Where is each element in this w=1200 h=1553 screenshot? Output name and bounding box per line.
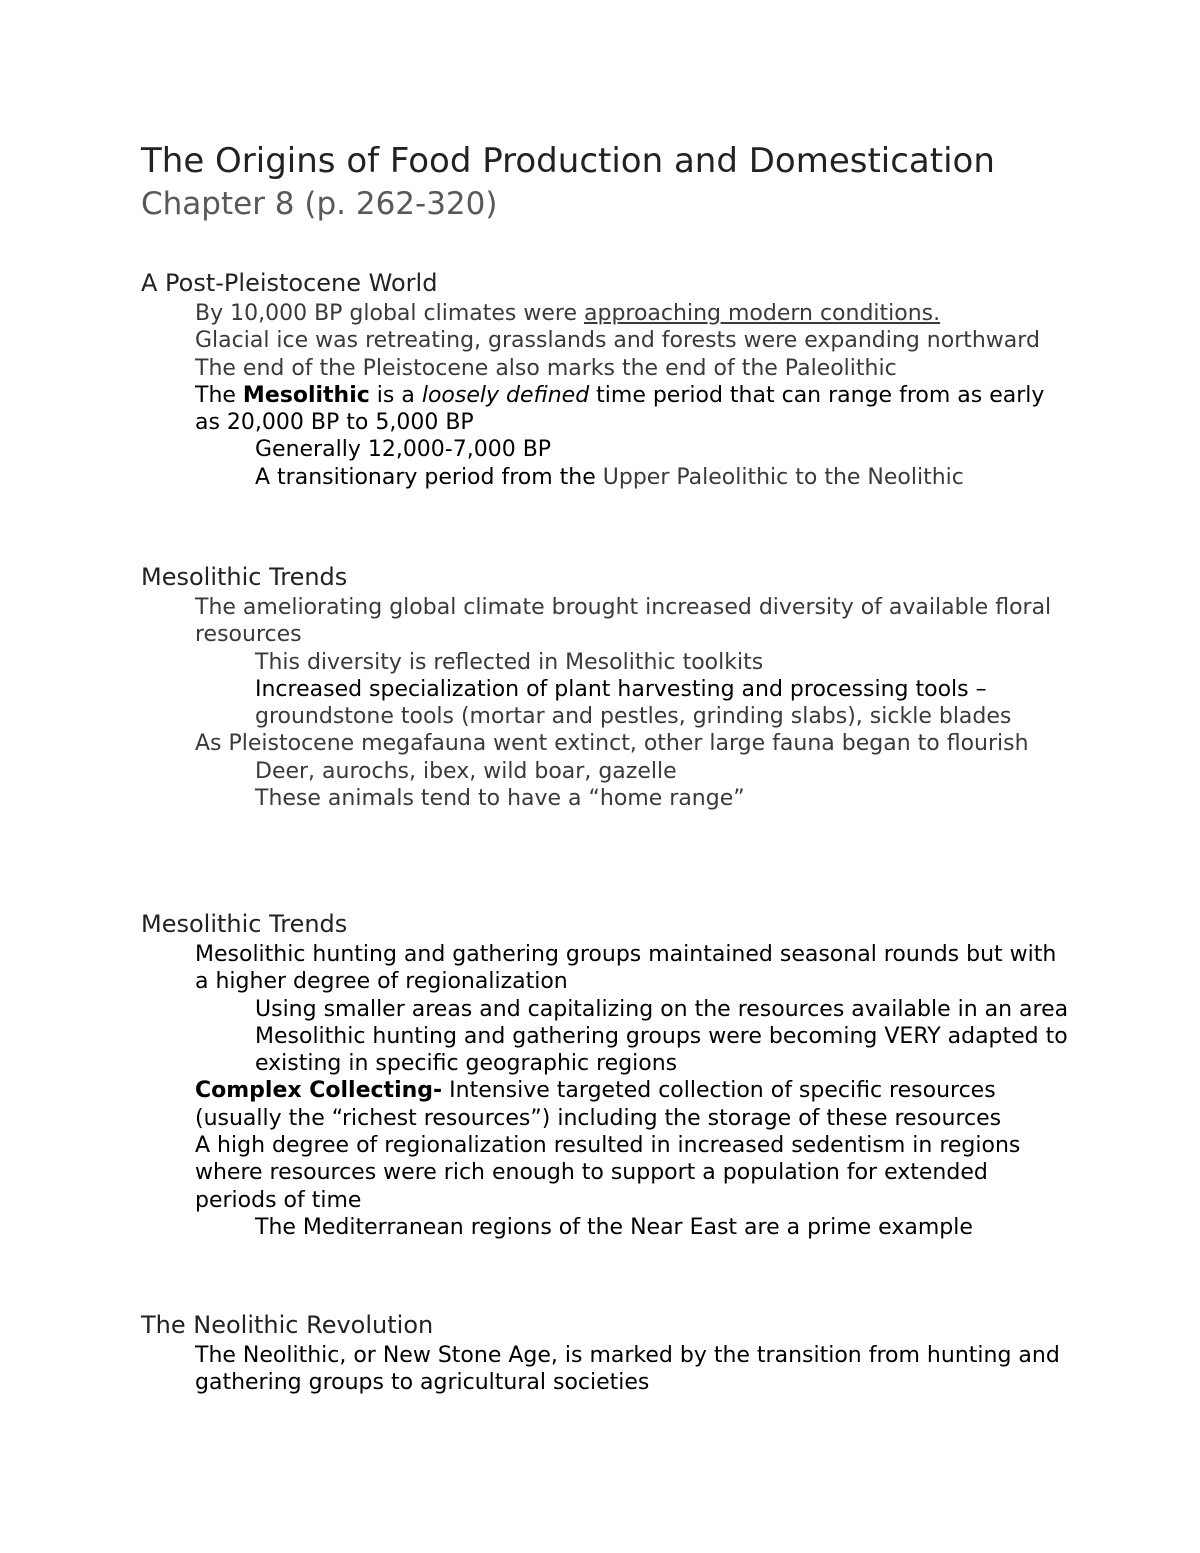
list-item-text: A high degree of regionalization resulted in increased sedentism in regions where resources were rich enough to support a population for extended periods of time <box>195 1133 1021 1213</box>
list-item <box>141 1214 1076 1241</box>
list-item <box>141 464 1076 491</box>
list-item-text: Generally 12,000-7,000 BP <box>255 437 552 463</box>
italic-text: loosely defined <box>421 382 590 408</box>
section-heading: The Neolithic Revolution <box>141 1311 434 1339</box>
bullet-list <box>141 300 1076 491</box>
list-item <box>141 382 1076 437</box>
list-item-text: The <box>195 382 243 408</box>
list-item-text: Deer, aurochs, ibex, wild boar, gazelle <box>255 758 677 784</box>
list-item-text: The Mediterranean regions of the Near East are a prime example <box>255 1214 973 1240</box>
list-item-text: As Pleistocene megafauna went extinct, other large fauna began to flourish <box>195 731 1029 757</box>
list-item <box>141 941 1076 996</box>
list-item <box>141 730 1076 757</box>
list-item <box>141 758 1076 785</box>
list-item <box>141 649 1076 676</box>
list-item-text: This diversity is reflected in Mesolithic toolkits <box>255 649 764 675</box>
list-item <box>141 436 1076 463</box>
bullet-list <box>141 941 1076 1241</box>
list-item-text: Upper Paleolithic to the Neolithic <box>602 464 964 490</box>
list-item <box>141 1023 1076 1078</box>
list-item-text: Increased specialization of plant harvesting and processing tools – <box>255 676 987 702</box>
document-title: The Origins of Food Production and Domestication <box>141 141 995 181</box>
list-item-text: Mesolithic hunting and gathering groups were becoming VERY adapted to existing in specific geographic regions <box>255 1023 1068 1077</box>
list-item-text: The Neolithic, or New Stone Age, is marked by the transition from hunting and gathering groups to agricultural societies <box>195 1343 1060 1396</box>
list-item-text: is a <box>369 382 422 408</box>
bullet-list <box>141 1342 1076 1397</box>
section-mesolithic-trends-2 <box>141 909 1076 1241</box>
bullet-list <box>141 594 1076 812</box>
term-complex-collecting: Complex Collecting- <box>195 1078 443 1104</box>
document-subtitle: Chapter 8 (p. 262-320) <box>141 186 498 222</box>
section-neolithic-revolution <box>141 1310 1076 1397</box>
list-item-text: The ameliorating global climate brought increased diversity of available floral resources <box>195 595 1052 648</box>
section-heading: Mesolithic Trends <box>141 910 348 938</box>
list-item <box>141 327 1076 354</box>
list-item-text: These animals tend to have a “home range” <box>255 786 745 812</box>
list-item-text: Mesolithic hunting and gathering groups maintained seasonal rounds but with a higher degree of regionalization <box>195 942 1057 995</box>
list-item <box>141 1077 1076 1132</box>
list-item <box>141 676 1076 731</box>
list-item-text: groundstone tools (mortar and pestles, grinding slabs), sickle blades <box>255 704 1012 730</box>
section-heading: Mesolithic Trends <box>141 563 348 591</box>
term-mesolithic: Mesolithic <box>242 382 370 408</box>
list-item <box>141 300 1076 327</box>
list-item <box>141 355 1076 382</box>
underlined-text: approaching modern conditions. <box>584 301 941 326</box>
list-item-text: Glacial ice was retreating, grasslands and forests were expanding northward <box>195 328 1040 354</box>
list-item-text: The end of the Pleistocene also marks the end of the Paleolithic <box>195 355 897 381</box>
section-heading: A Post-Pleistocene World <box>141 269 438 297</box>
list-item <box>141 1342 1076 1397</box>
list-item <box>141 785 1076 812</box>
list-item <box>141 594 1076 649</box>
list-item-text: Using smaller areas and capitalizing on the resources available in an area <box>255 996 1069 1022</box>
list-item-text: Intensive targeted collection of specific resources (usually the “richest resources”) including the storage of these resources <box>195 1078 1002 1131</box>
section-post-pleistocene <box>141 268 1076 491</box>
list-item-text: time period that can range from as early as 20,000 BP to 5,000 BP <box>195 382 1045 436</box>
list-item-text: By 10,000 BP global climates were <box>195 301 584 326</box>
list-item <box>141 996 1076 1023</box>
list-item <box>141 1132 1076 1214</box>
section-mesolithic-trends-1 <box>141 562 1076 812</box>
list-item-text: A transitionary period from the <box>255 464 603 490</box>
